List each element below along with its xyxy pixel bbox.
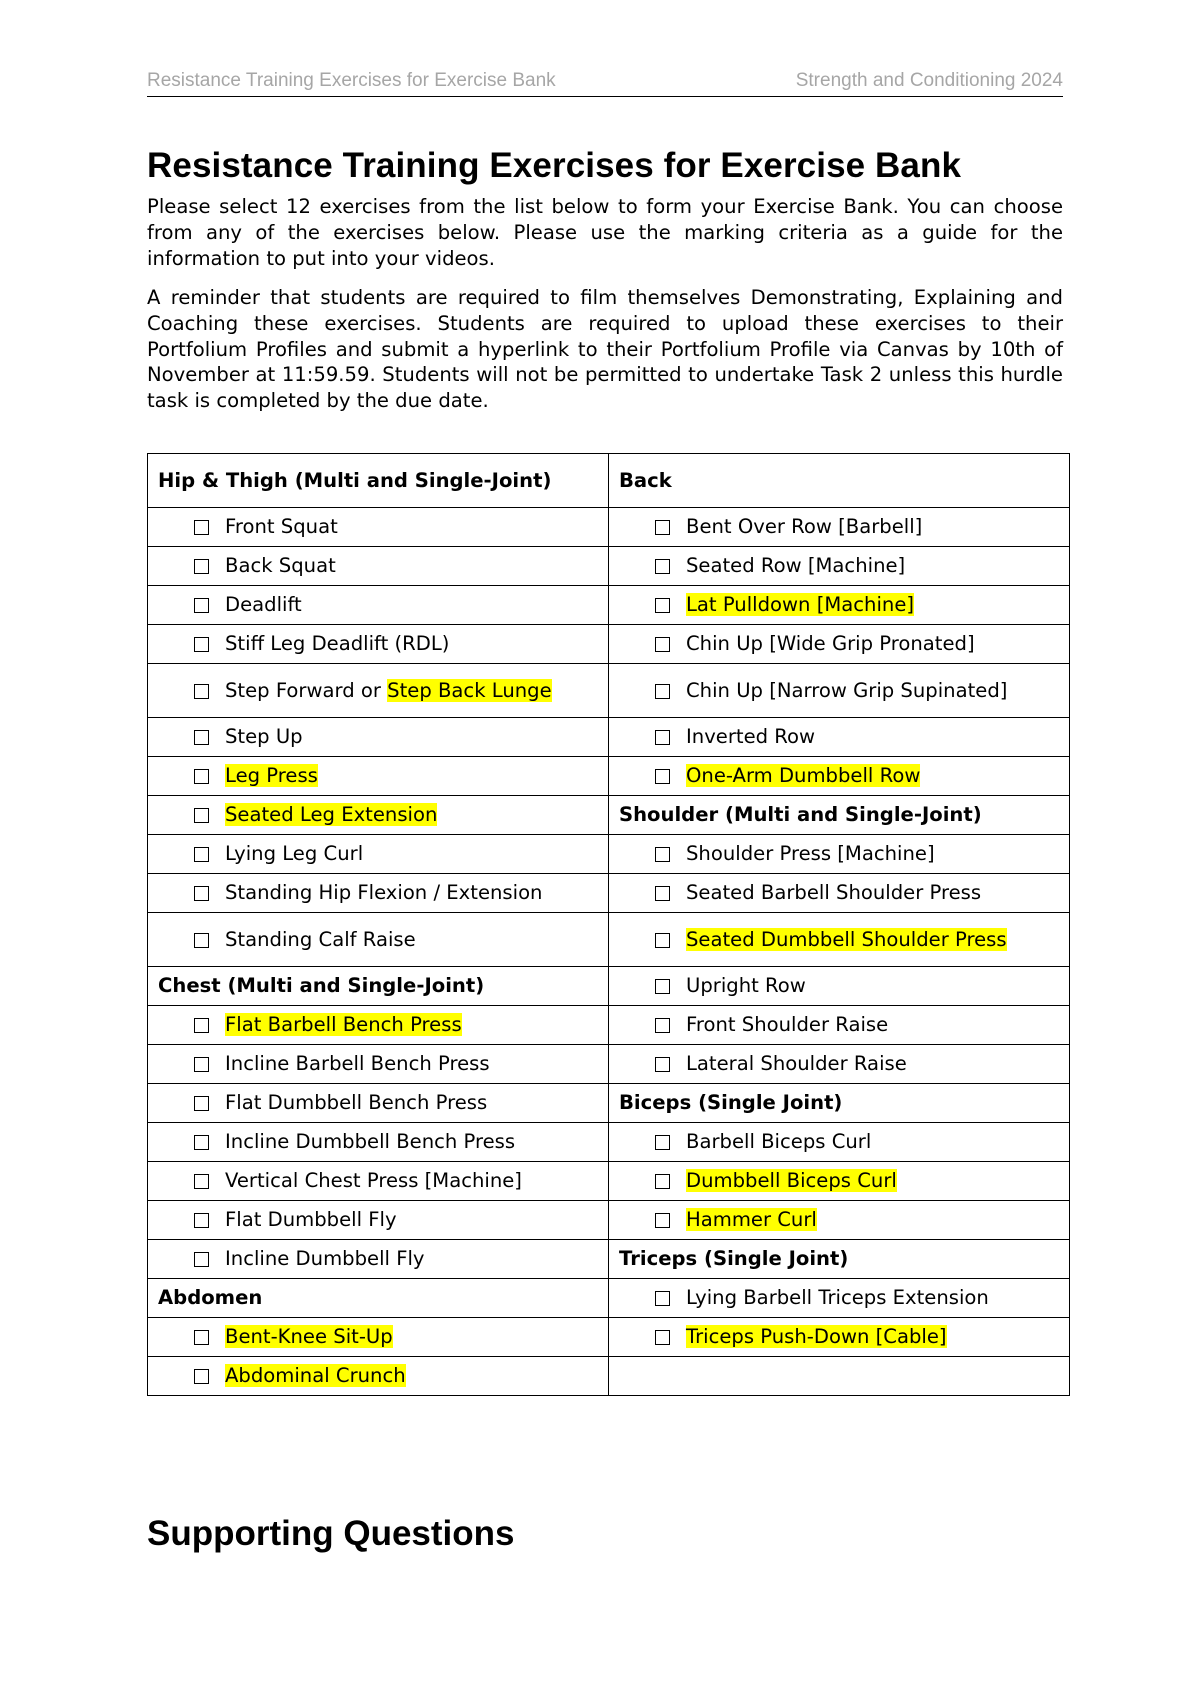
checkbox[interactable] (194, 933, 209, 948)
exercise-cell (609, 625, 1070, 664)
exercise-text: Shoulder Press [Machine] (686, 842, 935, 865)
exercise-cell (609, 757, 1070, 796)
exercise-item[interactable] (158, 515, 598, 539)
exercise-text: Lying Barbell Triceps Extension (686, 1286, 989, 1309)
exercise-text: Standing Hip Flexion / Extension (225, 881, 543, 904)
checkbox[interactable] (194, 559, 209, 574)
exercise-cell (148, 508, 609, 547)
exercise-cell (609, 664, 1070, 718)
checkbox[interactable] (194, 1252, 209, 1267)
table-row (148, 1357, 1070, 1396)
exercise-item[interactable] (158, 764, 598, 788)
reminder-paragraph: A reminder that students are required to film themselves Demonstrating, Explaining and Coaching these exercises. Students are required to upload these exercises to their Portfolium Profiles and submit a hyperlink to their Portfolium Profile via Canvas by 10th of November at 11:59.59. Students will not be permitted to undertake Task 2 unless this hurdle task is completed by the due date. (147, 286, 1063, 413)
exercise-item[interactable] (158, 1091, 598, 1115)
exercise-text: Inverted Row (686, 725, 816, 748)
exercise-item[interactable] (619, 632, 1059, 656)
table-row (148, 1318, 1070, 1357)
exercise-cell (609, 913, 1070, 967)
table-row (148, 1084, 1070, 1123)
checkbox[interactable] (194, 1096, 209, 1111)
exercise-label (225, 928, 416, 952)
exercise-label (686, 515, 922, 539)
exercise-cell (609, 1162, 1070, 1201)
table-row (148, 1279, 1070, 1318)
highlighted-text: Triceps Push-Down [Cable] (686, 1325, 947, 1348)
exercise-text: Bent Over Row [Barbell] (686, 515, 923, 538)
checkbox[interactable] (194, 1135, 209, 1150)
checkbox[interactable] (655, 1330, 670, 1345)
checkbox[interactable] (655, 684, 670, 699)
exercise-cell (609, 1006, 1070, 1045)
checkbox[interactable] (194, 637, 209, 652)
checkbox[interactable] (655, 1057, 670, 1072)
table-row (148, 586, 1070, 625)
table-row (148, 874, 1070, 913)
exercise-cell (148, 664, 609, 718)
exercise-cell (148, 1240, 609, 1279)
exercise-label (686, 725, 815, 749)
exercise-cell (148, 1084, 609, 1123)
checkbox[interactable] (655, 886, 670, 901)
exercise-label (225, 764, 318, 788)
exercise-cell (148, 718, 609, 757)
category-header: Chest (Multi and Single-Joint) (148, 967, 609, 1006)
exercise-text: Front Shoulder Raise (686, 1013, 889, 1036)
exercise-cell (609, 547, 1070, 586)
exercise-label (686, 764, 920, 788)
exercise-item[interactable] (158, 1052, 598, 1076)
table-row (148, 454, 1070, 508)
table-row (148, 1006, 1070, 1045)
exercise-item[interactable] (158, 593, 598, 617)
category-header: Biceps (Single Joint) (609, 1084, 1070, 1123)
table-row (148, 625, 1070, 664)
exercise-label (225, 1052, 490, 1076)
highlighted-text: Lat Pulldown [Machine] (686, 593, 915, 616)
exercise-label (686, 928, 1007, 952)
exercise-label (225, 1325, 393, 1349)
checkbox[interactable] (194, 1018, 209, 1033)
table-row (148, 835, 1070, 874)
table-row (148, 547, 1070, 586)
exercise-item[interactable] (619, 679, 1059, 703)
highlighted-text: Seated Leg Extension (225, 803, 438, 826)
exercise-cell (148, 757, 609, 796)
checkbox[interactable] (194, 520, 209, 535)
exercise-item[interactable] (619, 842, 1059, 866)
exercise-table (147, 453, 1070, 1396)
checkbox[interactable] (655, 847, 670, 862)
exercise-text: Seated Barbell Shoulder Press (686, 881, 982, 904)
checkbox[interactable] (194, 1213, 209, 1228)
table-row (148, 1201, 1070, 1240)
exercise-cell (148, 913, 609, 967)
exercise-text: Incline Dumbbell Fly (225, 1247, 425, 1270)
exercise-cell (609, 874, 1070, 913)
table-row (148, 1162, 1070, 1201)
exercise-cell (609, 967, 1070, 1006)
exercise-text: Step Forward or (225, 678, 388, 702)
exercise-label (225, 842, 363, 866)
exercise-text: Lateral Shoulder Raise (686, 1052, 907, 1075)
highlighted-text: Step Back Lunge (387, 678, 552, 702)
exercise-text: Vertical Chest Press [Machine] (225, 1169, 522, 1192)
table-row (148, 664, 1070, 718)
table-row (148, 967, 1070, 1006)
exercise-cell (148, 1123, 609, 1162)
empty-cell (609, 1357, 1070, 1396)
category-header: Shoulder (Multi and Single-Joint) (609, 796, 1070, 835)
exercise-label (225, 1247, 425, 1271)
exercise-label (686, 1325, 947, 1349)
exercise-text: Step Up (225, 725, 303, 748)
exercise-label (225, 593, 302, 617)
exercise-label (225, 803, 437, 827)
exercise-item[interactable] (158, 842, 598, 866)
exercise-item[interactable] (619, 928, 1059, 952)
exercise-item[interactable] (158, 632, 598, 656)
exercise-item[interactable] (158, 881, 598, 905)
page-title: Resistance Training Exercises for Exercise Bank (147, 146, 962, 185)
exercise-item[interactable] (158, 1130, 598, 1154)
exercise-cell (609, 1123, 1070, 1162)
checkbox[interactable] (194, 769, 209, 784)
exercise-cell (609, 586, 1070, 625)
table-row (148, 1123, 1070, 1162)
exercise-label (225, 1013, 462, 1037)
exercise-label (225, 554, 336, 578)
checkbox[interactable] (194, 598, 209, 613)
highlighted-text: One-Arm Dumbbell Row (686, 764, 921, 787)
checkbox[interactable] (194, 1057, 209, 1072)
exercise-item[interactable] (619, 593, 1059, 617)
checkbox[interactable] (655, 637, 670, 652)
checkbox[interactable] (194, 684, 209, 699)
highlighted-text: Hammer Curl (686, 1208, 817, 1231)
exercise-label (225, 632, 449, 656)
checkbox[interactable] (655, 1291, 670, 1306)
exercise-text: Incline Barbell Bench Press (225, 1052, 490, 1075)
highlighted-text: Seated Dumbbell Shoulder Press (686, 927, 1007, 951)
exercise-label (225, 881, 542, 905)
intro-paragraph: Please select 12 exercises from the list below to form your Exercise Bank. You can choose from any of the exercises below. Please use the marking criteria as a guide for the information to put into your videos. (147, 195, 1063, 270)
exercise-cell (609, 1279, 1070, 1318)
exercise-item[interactable] (619, 1208, 1059, 1232)
exercise-label (225, 1364, 406, 1388)
exercise-item[interactable] (619, 764, 1059, 788)
exercise-cell (148, 547, 609, 586)
exercise-text: Lying Leg Curl (225, 842, 364, 865)
category-header: Triceps (Single Joint) (609, 1240, 1070, 1279)
exercise-label (686, 974, 806, 998)
exercise-item[interactable] (158, 1247, 598, 1271)
table-row (148, 796, 1070, 835)
checkbox[interactable] (655, 933, 670, 948)
header-left-text: Resistance Training Exercises for Exercise Bank (147, 70, 556, 91)
exercise-label (686, 842, 935, 866)
exercise-cell (609, 835, 1070, 874)
table-row (148, 718, 1070, 757)
table-row (148, 1240, 1070, 1279)
highlighted-text: Leg Press (225, 764, 318, 787)
table-row (148, 757, 1070, 796)
exercise-cell (148, 1006, 609, 1045)
exercise-text: Back Squat (225, 554, 336, 577)
exercise-label (686, 1286, 989, 1310)
exercise-label (225, 725, 303, 749)
checkbox[interactable] (194, 1174, 209, 1189)
exercise-item[interactable] (158, 1013, 598, 1037)
exercise-item[interactable] (619, 554, 1059, 578)
exercise-item[interactable] (619, 1130, 1059, 1154)
exercise-label (686, 1013, 888, 1037)
exercise-cell (609, 1201, 1070, 1240)
checkbox[interactable] (194, 1330, 209, 1345)
checkbox[interactable] (194, 730, 209, 745)
header-right-text: Strength and Conditioning 2024 (795, 70, 1063, 91)
exercise-item[interactable] (158, 1208, 598, 1232)
exercise-label (686, 881, 981, 905)
exercise-text: Standing Calf Raise (225, 927, 416, 951)
exercise-item[interactable] (619, 1169, 1059, 1193)
exercise-label (225, 1169, 522, 1193)
checkbox[interactable] (655, 598, 670, 613)
checkbox[interactable] (655, 1213, 670, 1228)
exercise-cell (148, 1162, 609, 1201)
exercise-label (686, 632, 975, 656)
category-header: Back (609, 454, 1070, 508)
checkbox[interactable] (655, 1135, 670, 1150)
checkbox[interactable] (655, 1018, 670, 1033)
checkbox[interactable] (655, 1174, 670, 1189)
exercise-label (225, 1208, 397, 1232)
exercise-text: Deadlift (225, 593, 302, 616)
exercise-cell (609, 1318, 1070, 1357)
exercise-cell (148, 1201, 609, 1240)
exercise-text: Seated Row [Machine] (686, 554, 906, 577)
exercise-label (225, 679, 552, 703)
exercise-label (686, 1052, 907, 1076)
exercise-cell (609, 718, 1070, 757)
exercise-cell (148, 1045, 609, 1084)
exercise-label (686, 1169, 897, 1193)
exercise-text: Upright Row (686, 974, 806, 997)
page-header (147, 70, 1063, 97)
exercise-text: Stiff Leg Deadlift (RDL) (225, 632, 450, 655)
checkbox[interactable] (655, 520, 670, 535)
checkbox[interactable] (194, 847, 209, 862)
checkbox[interactable] (655, 979, 670, 994)
checkbox[interactable] (194, 886, 209, 901)
highlighted-text: Dumbbell Biceps Curl (686, 1169, 897, 1192)
exercise-cell (148, 874, 609, 913)
highlighted-text: Bent-Knee Sit-Up (225, 1325, 393, 1348)
highlighted-text: Flat Barbell Bench Press (225, 1013, 462, 1036)
exercise-item[interactable] (158, 725, 598, 749)
category-header: Hip & Thigh (Multi and Single-Joint) (148, 454, 609, 508)
exercise-text: Chin Up [Narrow Grip Supinated] (686, 678, 1008, 702)
exercise-item[interactable] (158, 1325, 598, 1349)
table-row (148, 1045, 1070, 1084)
checkbox[interactable] (655, 559, 670, 574)
exercise-item[interactable] (619, 881, 1059, 905)
exercise-cell (609, 508, 1070, 547)
exercise-label (225, 515, 338, 539)
exercise-cell (148, 835, 609, 874)
exercise-item[interactable] (619, 1052, 1059, 1076)
exercise-item[interactable] (619, 974, 1059, 998)
exercise-cell (148, 586, 609, 625)
exercise-cell (148, 1318, 609, 1357)
exercise-item[interactable] (619, 725, 1059, 749)
table-row (148, 913, 1070, 967)
exercise-text: Chin Up [Wide Grip Pronated] (686, 632, 975, 655)
exercise-label (686, 554, 905, 578)
checkbox[interactable] (655, 769, 670, 784)
exercise-label (686, 593, 914, 617)
highlighted-text: Abdominal Crunch (225, 1364, 406, 1387)
exercise-item[interactable] (619, 1286, 1059, 1310)
checkbox[interactable] (655, 730, 670, 745)
exercise-item[interactable] (158, 928, 598, 952)
exercise-item[interactable] (158, 1364, 598, 1388)
category-header: Abdomen (148, 1279, 609, 1318)
exercise-label (686, 1208, 817, 1232)
table-row (148, 508, 1070, 547)
supporting-questions-heading: Supporting Questions (147, 1514, 515, 1553)
exercise-text: Front Squat (225, 515, 338, 538)
checkbox[interactable] (194, 1369, 209, 1384)
exercise-text: Incline Dumbbell Bench Press (225, 1130, 516, 1153)
exercise-label (225, 1130, 515, 1154)
exercise-item[interactable] (158, 1169, 598, 1193)
exercise-label (686, 679, 1007, 703)
exercise-cell (609, 1045, 1070, 1084)
exercise-cell (148, 1357, 609, 1396)
exercise-item[interactable] (619, 1325, 1059, 1349)
exercise-label (686, 1130, 871, 1154)
exercise-cell (148, 625, 609, 664)
exercise-item[interactable] (158, 679, 598, 703)
exercise-cell (148, 796, 609, 835)
exercise-item[interactable] (158, 554, 598, 578)
exercise-item[interactable] (619, 1013, 1059, 1037)
exercise-text: Flat Dumbbell Bench Press (225, 1091, 488, 1114)
exercise-text: Barbell Biceps Curl (686, 1130, 872, 1153)
exercise-label (225, 1091, 487, 1115)
exercise-item[interactable] (619, 515, 1059, 539)
exercise-item[interactable] (158, 803, 598, 827)
checkbox[interactable] (194, 808, 209, 823)
exercise-text: Flat Dumbbell Fly (225, 1208, 397, 1231)
